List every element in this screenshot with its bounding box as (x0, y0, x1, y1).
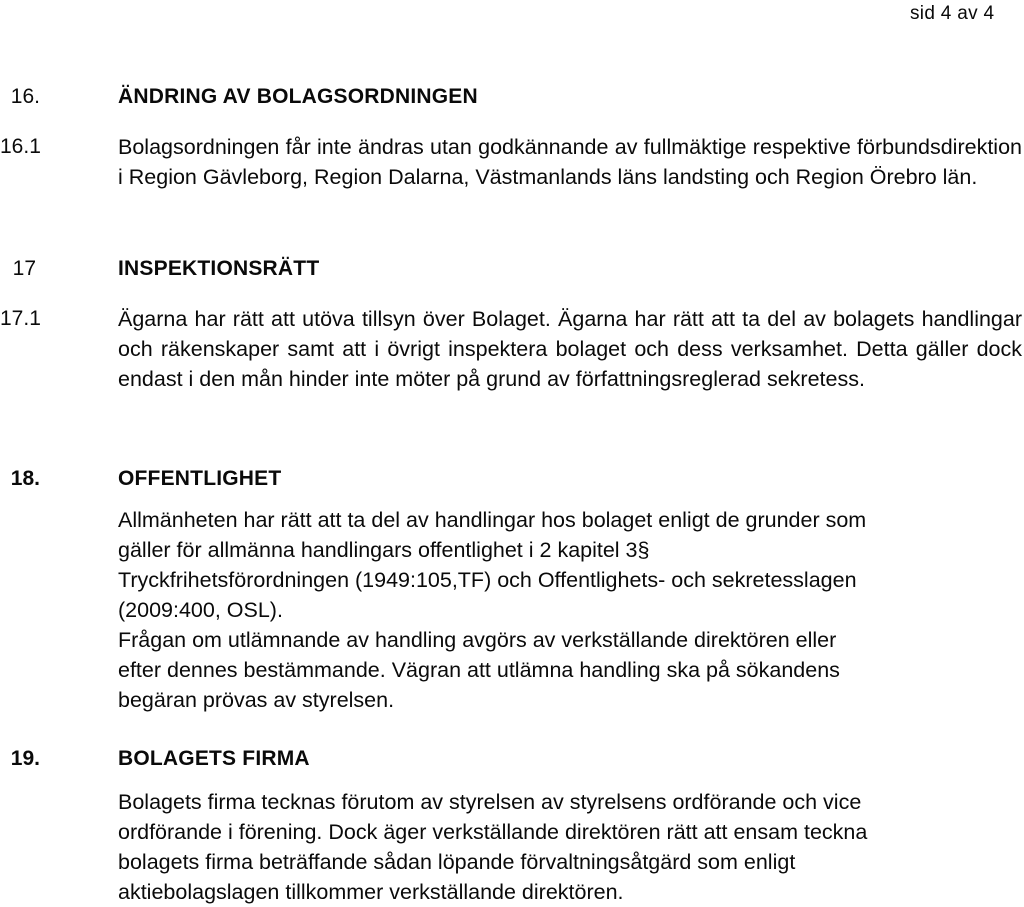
section-text (118, 505, 1022, 715)
clause-text: Bolagsordningen får inte ändras utan godkännande av fullmäktige respektive förbundsdirektion i Region Gävleborg, Region Dalarna, Västmanlands läns landsting och Region Örebro län. (118, 135, 1022, 189)
section-title: INSPEKTIONSRÄTT (118, 257, 320, 280)
section-title: OFFENTLIGHET (118, 467, 282, 490)
text-line: gäller för allmänna handlingars offentlighet i 2 kapitel 3§ (118, 538, 650, 562)
clause-number: 16.1 (0, 135, 41, 158)
text-line: Frågan om utlämnande av handling avgörs av verkställande direktören eller (118, 628, 837, 652)
text-line: aktiebolagslagen tillkommer verkställande direktören. (118, 880, 624, 904)
section-number: 19. (10, 747, 40, 770)
text-line: (2009:400, OSL). (118, 598, 283, 622)
page-number: sid 4 av 4 (910, 3, 995, 24)
section-title: ÄNDRING AV BOLAGSORDNINGEN (118, 85, 478, 108)
section-number: 18. (10, 467, 40, 490)
section-title: BOLAGETS FIRMA (118, 747, 310, 770)
text-line: Allmänheten har rätt att ta del av handlingar hos bolaget enligt de grunder som (118, 508, 867, 532)
text-line: efter dennes bestämmande. Vägran att utlämna handling ska på sökandens (118, 658, 840, 682)
text-line: ordförande i förening. Dock äger verkställande direktören rätt att ensam teckna (118, 820, 868, 844)
text-line: begäran prövas av styrelsen. (118, 688, 395, 712)
section-number: 17 (12, 257, 36, 280)
clause-text: Ägarna har rätt att utöva tillsyn över Bolaget. Ägarna har rätt att ta del av bolagets handlingar och räkenskaper samt att i övrigt inspektera bolaget och dess verksamhet. Detta gäller dock endast i den mån hinder inte möter på grund av författningsreglerad sekretess. (118, 307, 1022, 391)
text-line: Bolagets firma tecknas förutom av styrelsen av styrelsens ordförande och vice (118, 790, 862, 814)
text-line: bolagets firma beträffande sådan löpande förvaltningsåtgärd som enligt (118, 850, 796, 874)
clause-number: 17.1 (0, 307, 41, 330)
text-line: Tryckfrihetsförordningen (1949:105,TF) och Offentlighets- och sekretesslagen (118, 568, 857, 592)
section-number: 16. (10, 85, 40, 108)
section-text (118, 787, 1022, 907)
